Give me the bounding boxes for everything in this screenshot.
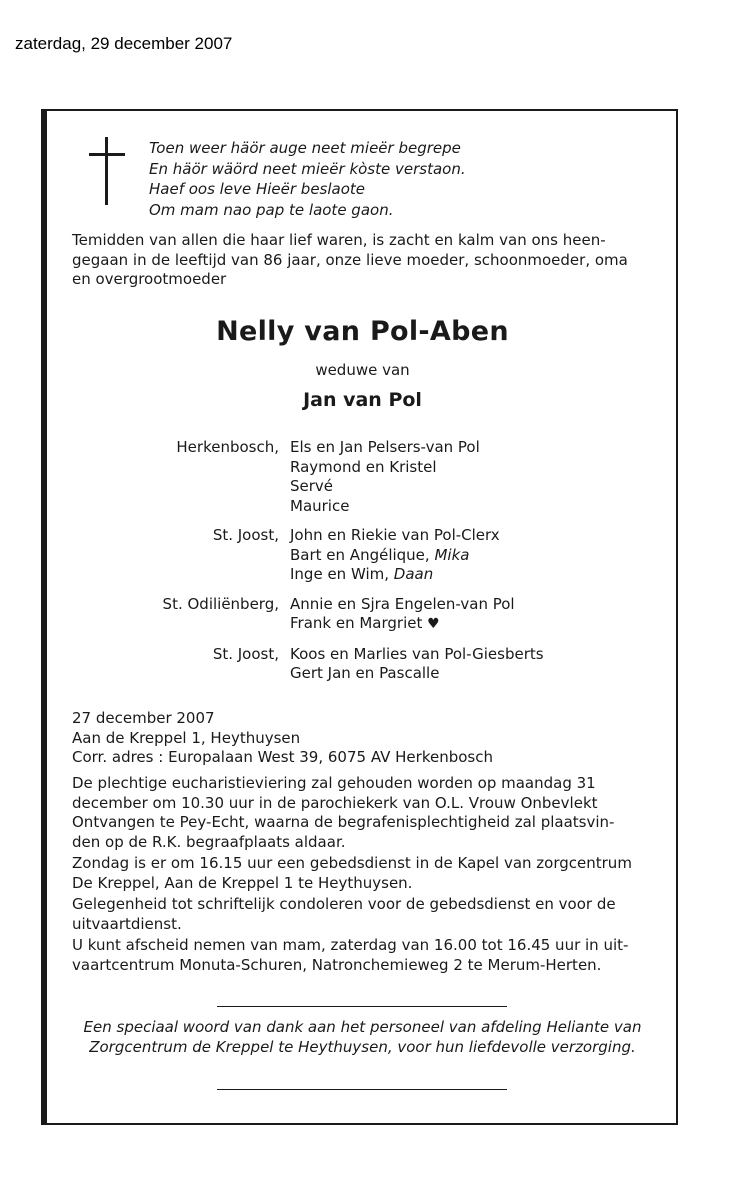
intro-line: gegaan in de leeftijd van 86 jaar, onze lieve moeder, schoonmoeder, oma	[72, 250, 628, 269]
family-group	[47, 438, 678, 516]
family-member: Bart en Angélique, Mika	[290, 545, 470, 564]
family-member: Inge en Wim, Daan	[290, 565, 434, 583]
paragraph-line: den op de R.K. begraafplaats aldaar.	[72, 832, 346, 851]
grandchild-name: Mika	[434, 545, 470, 564]
paragraph	[72, 895, 662, 934]
family-group	[47, 645, 678, 684]
poem-line: Om mam nao pap te laote gaon.	[149, 200, 394, 219]
paragraph-line: Zondag is er om 16.15 uur een gebedsdienst in de Kapel van zorgcentrum	[72, 854, 632, 872]
family-member: Maurice	[290, 496, 350, 515]
address-block	[72, 709, 493, 768]
family-member: Frank en Margriet ♥	[290, 614, 440, 632]
family-member: Raymond en Kristel	[290, 457, 437, 476]
thanks-note	[47, 1018, 678, 1057]
family-member: Servé	[290, 477, 334, 495]
intro-text	[72, 231, 662, 290]
address-line: Aan de Kreppel 1, Heythuysen	[72, 728, 301, 747]
address-line: 27 december 2007	[72, 709, 215, 727]
family-member: Gert Jan en Pascalle	[290, 664, 440, 682]
obituary-card	[41, 109, 678, 1125]
address-line: Corr. adres : Europalaan West 39, 6075 AV Herkenbosch	[72, 748, 493, 766]
family-place: Herkenbosch,	[176, 438, 279, 456]
grandchild-name: Daan	[393, 565, 434, 583]
poem-line: Haef oos leve Hieër beslaote	[149, 180, 366, 198]
paragraph-line: vaartcentrum Monuta-Schuren, Natronchemieweg 2 te Merum-Herten.	[72, 955, 602, 974]
heart-icon: ♥	[427, 616, 440, 632]
service-info	[72, 774, 662, 977]
poem	[149, 138, 466, 220]
newspaper-date: zaterdag, 29 december 2007	[15, 34, 233, 53]
family-member: John en Riekie van Pol-Clerx	[290, 526, 500, 544]
paragraph	[72, 854, 662, 893]
poem-line: Toen weer häör auge neet mieër begrepe	[149, 139, 461, 157]
latin-cross-icon	[89, 137, 125, 205]
paragraph	[72, 936, 662, 975]
deceased-name: Nelly van Pol-Aben	[216, 316, 509, 347]
family-place: St. Joost,	[212, 644, 279, 663]
family-place: St. Odiliënberg,	[162, 594, 279, 613]
paragraph-line: De plechtige eucharistieviering zal gehouden worden op maandag 31	[72, 774, 596, 792]
family-member: Annie en Sjra Engelen-van Pol	[290, 594, 515, 613]
poem-line: En häör wäörd neet mieër kòste verstaon.	[149, 159, 466, 178]
widow-of-label: weduwe van	[315, 361, 410, 379]
family-list	[47, 438, 678, 694]
family-member: Koos en Marlies van Pol-Giesberts	[290, 644, 544, 663]
paragraph	[72, 774, 662, 852]
thanks-line: Zorgcentrum de Kreppel te Heythuysen, voor hun liefdevolle verzorging.	[89, 1037, 636, 1056]
paragraph-line: Gelegenheid tot schriftelijk condoleren voor de gebedsdienst en voor de	[72, 895, 616, 913]
thanks-line: Een speciaal woord van dank aan het personeel van afdeling Heliante van	[83, 1018, 642, 1036]
intro-line: en overgrootmoeder	[72, 270, 227, 288]
husband-name: Jan van Pol	[303, 389, 422, 411]
paragraph-line: december om 10.30 uur in de parochiekerk van O.L. Vrouw Onbevlekt	[72, 793, 598, 812]
paragraph-line: U kunt afscheid nemen van mam, zaterdag van 16.00 tot 16.45 uur in uit-	[72, 936, 629, 954]
intro-line: Temidden van allen die haar lief waren, is zacht en kalm van ons heen-	[72, 231, 606, 249]
divider-top	[217, 1006, 507, 1007]
family-member: Els en Jan Pelsers-van Pol	[290, 438, 480, 456]
family-group	[47, 595, 678, 635]
family-place: St. Joost,	[212, 526, 279, 544]
paragraph-line: De Kreppel, Aan de Kreppel 1 te Heythuysen.	[72, 873, 413, 892]
paragraph-line: Ontvangen te Pey-Echt, waarna de begrafenisplechtigheid zal plaatsvin-	[72, 813, 615, 831]
divider-bottom	[217, 1089, 507, 1090]
paragraph-line: uitvaartdienst.	[72, 914, 182, 933]
family-group	[47, 526, 678, 585]
